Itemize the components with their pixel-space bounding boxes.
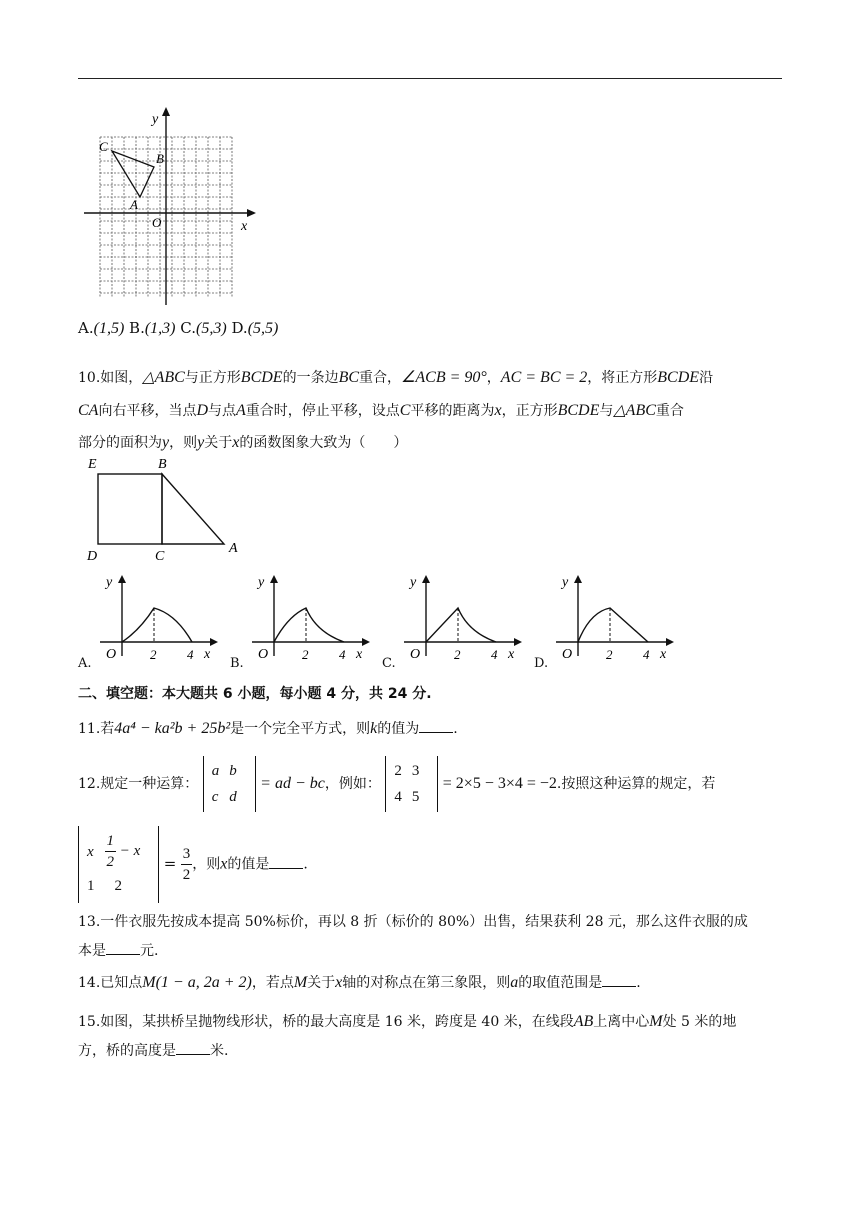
q13-line-2: 本是 元. — [78, 940, 158, 961]
q13-answer-blank — [106, 940, 140, 955]
q10-option-d: D. — [534, 656, 549, 671]
q12-determinant-general: a b c d — [203, 756, 256, 812]
svg-text:2: 2 — [606, 647, 613, 662]
q9-option-d-value: (5,5) — [247, 320, 279, 337]
svg-text:O: O — [106, 647, 117, 662]
q9-option-d-label: D. — [231, 319, 248, 337]
q14: 14.已知点M(1 − a, 2a + 2)，若点M关于x轴的对称点在第三象限，则a的取值范围是 . — [78, 974, 641, 991]
svg-text:D: D — [87, 549, 98, 562]
svg-text:4: 4 — [643, 647, 650, 662]
q9-origin-label: O — [152, 215, 162, 230]
q10-line-3: 部分的面积为y，则y关于x的函数图象大致为（ ） — [78, 434, 408, 451]
svg-text:2: 2 — [150, 647, 157, 662]
q9-options — [78, 318, 278, 339]
q12-answer-blank — [269, 854, 303, 869]
q15-answer-blank — [176, 1040, 210, 1055]
svg-text:y: y — [258, 575, 265, 590]
svg-text:O: O — [410, 647, 421, 662]
q13-line-1: 13.一件衣服先按成本提高 50%标价，再以 8 折（标价的 80%）出售，结果获利 28 元，那么这件衣服的成 — [78, 914, 748, 930]
q9-point-c: C — [99, 139, 108, 154]
svg-text:C: C — [155, 549, 165, 562]
q9-coordinate-grid — [84, 105, 264, 310]
svg-text:O: O — [562, 647, 573, 662]
q10-graph-a — [96, 570, 220, 662]
svg-text:y: y — [410, 575, 417, 590]
svg-text:y: y — [562, 575, 569, 590]
svg-text:E: E — [88, 457, 97, 472]
q9-option-a-label: A. — [78, 319, 94, 337]
q9-option-b-label: B. — [129, 319, 145, 337]
svg-text:x: x — [508, 647, 515, 662]
svg-text:4: 4 — [491, 647, 498, 662]
q10-option-c: C. — [382, 656, 396, 671]
q10-graph-c — [400, 570, 524, 662]
q12-result-fraction: $\frac{3}{2}$ — [182, 846, 191, 883]
q9-option-b-value: (1,3) — [144, 320, 176, 337]
q12-determinant-equation: x $\frac{1}{2}$ − x 1 2 — [78, 826, 159, 903]
q10-graph-d — [552, 570, 676, 662]
q9-point-b: B — [156, 151, 164, 166]
q12-determinant-example: 2 3 4 5 — [385, 756, 438, 812]
q9-point-a: A — [130, 197, 138, 212]
q10-line-1: 10.如图，△ABC与正方形BCDE的一条边BC重合，∠ACB = 90°，AC = BC = 2，将正方形BCDE沿 — [78, 369, 714, 386]
q15-line-2: 方，桥的高度是 米. — [78, 1040, 228, 1061]
q12-line-2: x $\frac{1}{2}$ − x 1 2 = $\frac{3}{2}$ ，则x的值是 . — [78, 826, 308, 903]
q9-y-label: y — [152, 112, 159, 127]
q9-option-a-value: (1,5) — [93, 320, 125, 337]
svg-text:x: x — [204, 647, 211, 662]
header-rule — [78, 78, 782, 79]
q9-option-c-label: C. — [180, 319, 196, 337]
svg-text:O: O — [258, 647, 269, 662]
q10-line-2: CA向右平移，当点D与点A重合时，停止平移，设点C平移的距离为x，正方形BCDE与△ABC重合 — [78, 402, 684, 419]
q12-line-1: 12.规定一种运算： a b c d = ad − bc，例如： 2 3 4 5 = 2×5 − 3×4 = −2.按照这种运算的规定，若 — [78, 756, 715, 812]
svg-text:x: x — [356, 647, 363, 662]
q9-option-c-value: (5,3) — [196, 320, 227, 337]
q10-option-b: B. — [230, 656, 244, 671]
q10-graph-b — [248, 570, 372, 662]
svg-text:B: B — [158, 457, 167, 472]
q11: 11.若4a⁴ − ka²b + 25b²是一个完全平方式，则k的值为 . — [78, 720, 458, 737]
svg-text:x: x — [660, 647, 667, 662]
svg-text:y: y — [106, 575, 113, 590]
q10-square-triangle-figure — [84, 452, 254, 562]
svg-text:2: 2 — [302, 647, 309, 662]
q14-answer-blank — [602, 972, 636, 987]
svg-text:4: 4 — [187, 647, 194, 662]
q10-option-a: A. — [78, 656, 92, 671]
q9-x-label: x — [241, 219, 248, 234]
q15-line-1: 15.如图，某拱桥呈抛物线形状，桥的最大高度是 16 米，跨度是 40 米，在线段AB上离中心M处 5 米的地 — [78, 1013, 737, 1030]
svg-text:4: 4 — [339, 647, 346, 662]
section-2-heading: 二、填空题：本大题共 6 小题，每小题 4 分，共 24 分. — [78, 686, 432, 702]
q11-answer-blank — [419, 718, 453, 733]
svg-text:2: 2 — [454, 647, 461, 662]
svg-text:A: A — [229, 541, 238, 556]
